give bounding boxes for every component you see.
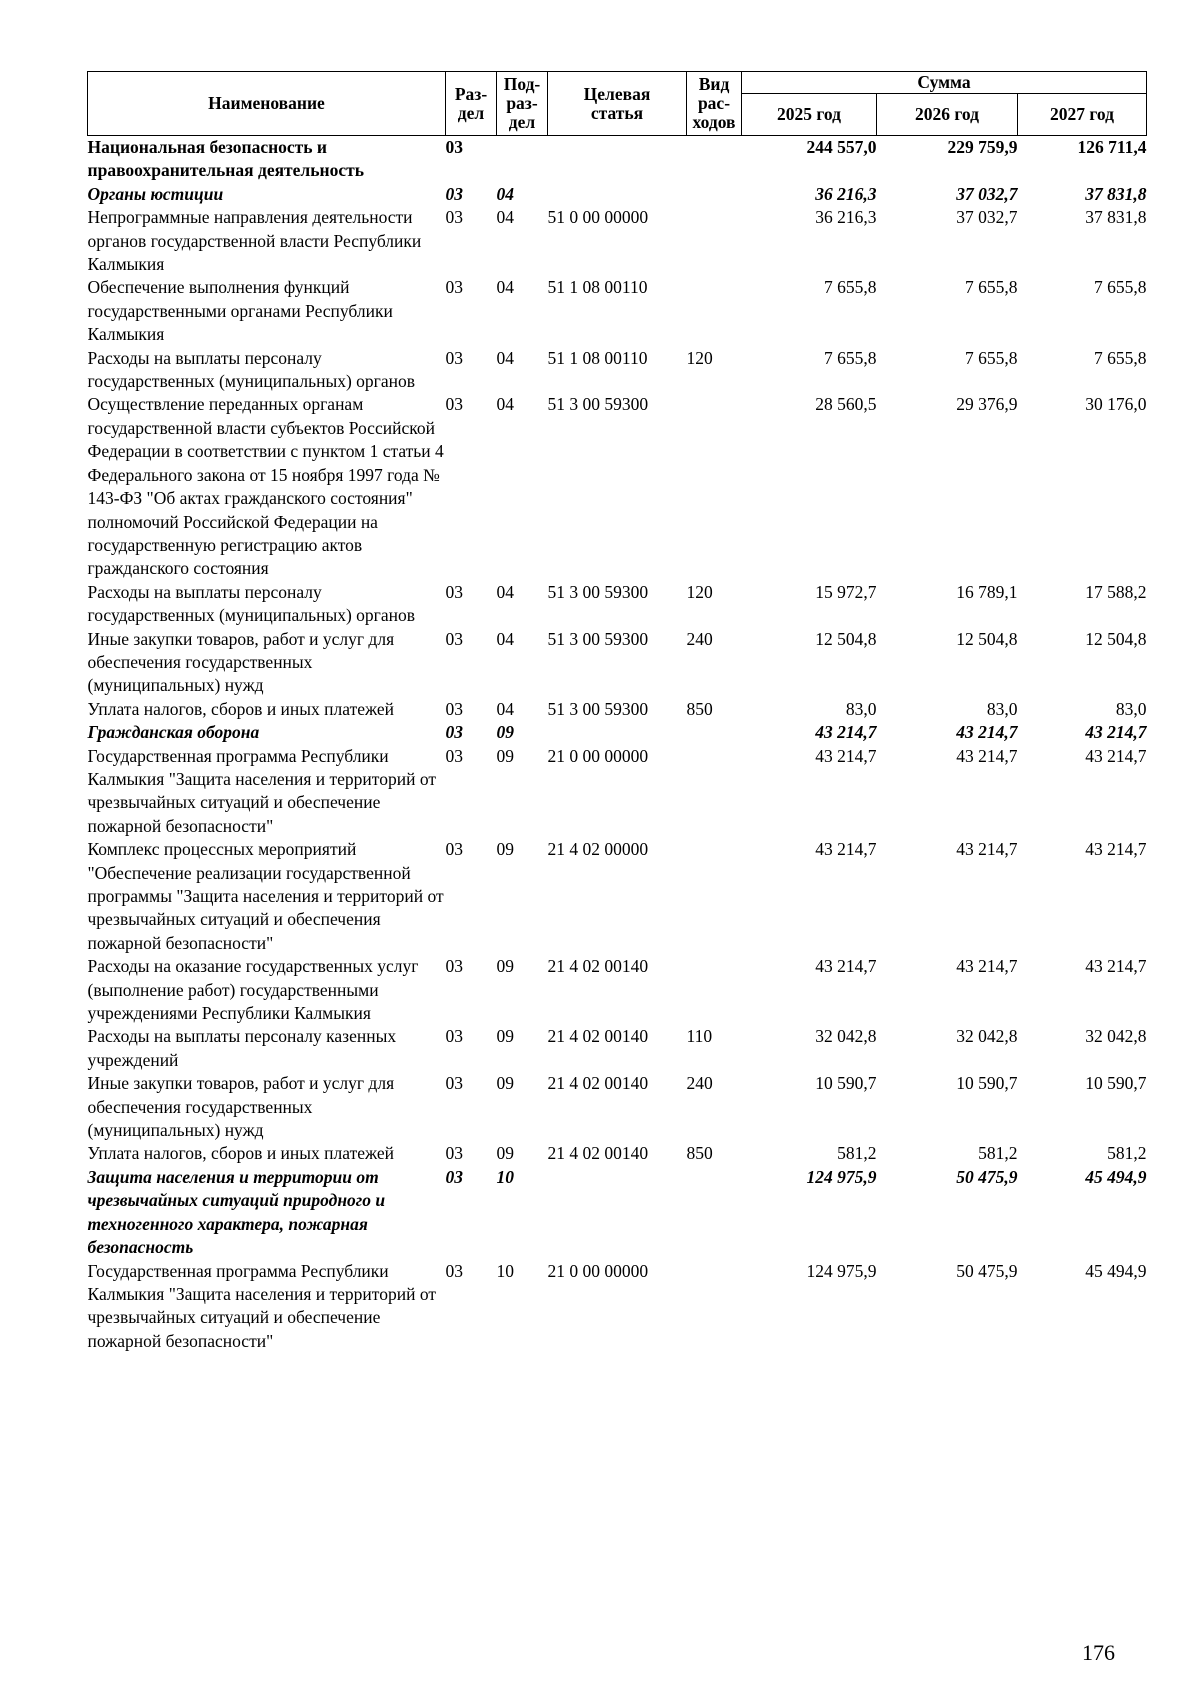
row-sum-2025: 15 972,7 xyxy=(815,581,877,602)
row-sum-2025: 32 042,8 xyxy=(815,1026,877,1047)
row-sum-2027: 7 655,8 xyxy=(1094,277,1147,298)
row-sum-2026: 50 475,9 xyxy=(956,1260,1018,1281)
row-razdel: 03 xyxy=(445,1073,463,1094)
row-sum-2026: 83,0 xyxy=(986,698,1018,719)
row-celevaya-statya: 51 3 00 59300 xyxy=(547,628,649,649)
table-row xyxy=(88,206,1147,276)
table-row xyxy=(88,698,1147,721)
row-name: Расходы на выплаты персоналу государственных (муниципальных) органов xyxy=(87,581,416,626)
row-razdel: 03 xyxy=(445,839,463,860)
row-celevaya-statya: 21 4 02 00000 xyxy=(547,839,649,860)
row-vid-rashodov xyxy=(687,393,742,580)
row-sum-2025: 43 214,7 xyxy=(815,956,877,977)
row-sum-2027: 581,2 xyxy=(1107,1143,1147,1164)
table-header xyxy=(88,72,1147,136)
row-sum-2027: 7 655,8 xyxy=(1094,347,1147,368)
row-razdel: 03 xyxy=(445,581,463,602)
row-sum-2027: 43 214,7 xyxy=(1085,745,1147,766)
table-row xyxy=(88,1260,1147,1354)
header-vid: Вид рас- ходов xyxy=(687,72,742,136)
row-sum-2025: 43 214,7 xyxy=(815,745,877,766)
table-row xyxy=(88,628,1147,698)
row-sum-2025: 10 590,7 xyxy=(815,1073,877,1094)
row-vid-rashodov xyxy=(687,136,742,183)
row-sum-2026: 12 504,8 xyxy=(956,628,1018,649)
row-sum-2025: 12 504,8 xyxy=(815,628,877,649)
table-row xyxy=(88,1025,1147,1072)
row-sum-2025: 124 975,9 xyxy=(806,1260,877,1281)
row-sum-2026: 43 214,7 xyxy=(956,839,1018,860)
row-celevaya-statya xyxy=(548,136,687,183)
row-razdel: 03 xyxy=(445,347,463,368)
row-name: Защита населения и территории от чрезвычайных ситуаций природного и техногенного характера, пожарная безопасность xyxy=(87,1166,386,1258)
header-summa: Сумма xyxy=(742,72,1147,94)
row-sum-2027: 45 494,9 xyxy=(1085,1260,1147,1281)
row-sum-2026: 7 655,8 xyxy=(965,347,1018,368)
table-row xyxy=(88,1072,1147,1142)
row-podrazdel: 09 xyxy=(496,1073,514,1094)
row-celevaya-statya: 21 0 00 00000 xyxy=(547,745,649,766)
row-celevaya-statya: 51 1 08 00110 xyxy=(547,277,648,298)
row-vid-rashodov: 850 xyxy=(686,1143,713,1164)
row-podrazdel: 09 xyxy=(496,839,514,860)
header-2027: 2027 год xyxy=(1018,94,1147,136)
row-sum-2025: 7 655,8 xyxy=(824,277,877,298)
row-celevaya-statya: 51 0 00 00000 xyxy=(547,207,649,228)
row-razdel: 03 xyxy=(445,277,463,298)
row-sum-2027: 43 214,7 xyxy=(1085,722,1147,743)
row-razdel: 03 xyxy=(445,1026,463,1047)
row-sum-2027: 43 214,7 xyxy=(1085,956,1147,977)
row-name: Расходы на оказание государственных услуг (выполнение работ) государственными учреждениями Республики Калмыкия xyxy=(87,956,419,1024)
row-name: Национальная безопасность и правоохранительная деятельность xyxy=(87,137,364,181)
row-sum-2026: 16 789,1 xyxy=(956,581,1018,602)
table-row xyxy=(88,136,1147,183)
budget-table xyxy=(87,71,1147,1353)
row-name: Осуществление переданных органам государственной власти субъектов Российской Федерации в соответствии с пунктом 1 статьи 4 Федерального закона от 15 ноября 1997 года № 143-ФЗ "Об актах гражданского состояния" полномочий Российской Федерации на государственную регистрацию актов гражданского состояния xyxy=(87,394,444,579)
table-row xyxy=(88,347,1147,394)
row-podrazdel: 10 xyxy=(496,1260,514,1281)
row-sum-2026: 43 214,7 xyxy=(956,722,1018,743)
row-celevaya-statya xyxy=(548,1166,687,1260)
table-row xyxy=(88,838,1147,955)
row-sum-2026: 37 032,7 xyxy=(956,183,1018,204)
row-sum-2027: 17 588,2 xyxy=(1085,581,1147,602)
row-podrazdel xyxy=(497,136,548,183)
table-row xyxy=(88,1166,1147,1260)
row-sum-2026: 37 032,7 xyxy=(956,207,1018,228)
row-podrazdel: 04 xyxy=(496,277,514,298)
row-sum-2027: 126 711,4 xyxy=(1077,137,1147,157)
row-name: Расходы на выплаты персоналу казенных учреждений xyxy=(87,1026,397,1070)
row-razdel: 03 xyxy=(445,628,463,649)
table-row xyxy=(88,745,1147,839)
row-sum-2025: 36 216,3 xyxy=(815,183,877,204)
row-sum-2025: 124 975,9 xyxy=(806,1166,877,1187)
row-name: Обеспечение выполнения функций государственными органами Республики Калмыкия xyxy=(87,277,393,345)
row-razdel: 03 xyxy=(445,207,463,228)
row-name: Комплекс процессных мероприятий "Обеспечение реализации государственной программы "Защита населения и территорий от чрезвычайных ситуаций и обеспечения пожарной безопасности" xyxy=(87,839,444,953)
table-row xyxy=(88,955,1147,1025)
page-number: 176 xyxy=(1082,1640,1115,1665)
row-sum-2027: 37 831,8 xyxy=(1085,207,1147,228)
row-vid-rashodov xyxy=(687,838,742,955)
row-sum-2026: 32 042,8 xyxy=(956,1026,1018,1047)
row-razdel: 03 xyxy=(445,183,463,204)
row-podrazdel: 04 xyxy=(496,347,514,368)
row-name: Органы юстиции xyxy=(87,183,224,204)
row-celevaya-statya xyxy=(548,721,687,744)
row-razdel: 03 xyxy=(445,1166,463,1187)
row-vid-rashodov xyxy=(687,276,742,346)
row-vid-rashodov xyxy=(687,183,742,206)
row-razdel: 03 xyxy=(445,394,463,415)
row-celevaya-statya: 21 4 02 00140 xyxy=(547,1026,649,1047)
header-celevaya: Целевая статья xyxy=(548,72,687,136)
row-sum-2027: 10 590,7 xyxy=(1085,1073,1147,1094)
table-row xyxy=(88,276,1147,346)
row-vid-rashodov: 850 xyxy=(686,698,713,719)
row-celevaya-statya: 21 4 02 00140 xyxy=(547,956,649,977)
row-name: Уплата налогов, сборов и иных платежей xyxy=(87,698,394,719)
row-celevaya-statya: 51 3 00 59300 xyxy=(547,581,649,602)
row-celevaya-statya: 21 4 02 00140 xyxy=(547,1073,649,1094)
row-razdel: 03 xyxy=(445,722,463,743)
row-name: Иные закупки товаров, работ и услуг для обеспечения государственных (муниципальных) нужд xyxy=(87,1073,395,1141)
row-sum-2026: 7 655,8 xyxy=(965,277,1018,298)
row-sum-2027: 37 831,8 xyxy=(1085,183,1147,204)
row-sum-2026: 43 214,7 xyxy=(956,956,1018,977)
row-podrazdel: 04 xyxy=(496,581,514,602)
row-sum-2025: 28 560,5 xyxy=(815,394,877,415)
row-sum-2027: 12 504,8 xyxy=(1085,628,1147,649)
row-celevaya-statya: 51 3 00 59300 xyxy=(547,698,649,719)
row-sum-2027: 30 176,0 xyxy=(1085,394,1147,415)
row-sum-2025: 7 655,8 xyxy=(824,347,877,368)
table-row xyxy=(88,393,1147,580)
row-vid-rashodov xyxy=(687,206,742,276)
row-vid-rashodov: 240 xyxy=(686,1073,713,1094)
row-sum-2026: 50 475,9 xyxy=(956,1166,1018,1187)
table-row xyxy=(88,1142,1147,1165)
row-celevaya-statya: 51 1 08 00110 xyxy=(547,347,648,368)
table-body xyxy=(88,136,1147,1354)
header-name: Наименование xyxy=(88,72,446,136)
row-vid-rashodov xyxy=(687,745,742,839)
row-celevaya-statya xyxy=(548,183,687,206)
row-razdel: 03 xyxy=(445,1260,463,1281)
header-razdel: Раз- дел xyxy=(446,72,497,136)
row-razdel: 03 xyxy=(445,137,463,157)
header-2026: 2026 год xyxy=(877,94,1018,136)
row-sum-2026: 43 214,7 xyxy=(956,745,1018,766)
row-vid-rashodov xyxy=(687,955,742,1025)
row-sum-2026: 10 590,7 xyxy=(956,1073,1018,1094)
row-vid-rashodov xyxy=(687,1166,742,1260)
row-vid-rashodov: 120 xyxy=(686,347,713,368)
row-podrazdel: 04 xyxy=(496,698,514,719)
row-podrazdel: 04 xyxy=(496,207,514,228)
row-name: Иные закупки товаров, работ и услуг для обеспечения государственных (муниципальных) нужд xyxy=(87,628,395,696)
row-podrazdel: 09 xyxy=(496,722,514,743)
row-podrazdel: 04 xyxy=(496,628,514,649)
row-sum-2025: 244 557,0 xyxy=(806,137,877,157)
row-podrazdel: 04 xyxy=(496,394,514,415)
row-celevaya-statya: 21 4 02 00140 xyxy=(547,1143,649,1164)
row-celevaya-statya: 51 3 00 59300 xyxy=(547,394,649,415)
row-sum-2026: 29 376,9 xyxy=(956,394,1018,415)
row-sum-2027: 32 042,8 xyxy=(1085,1026,1147,1047)
header-2025: 2025 год xyxy=(742,94,877,136)
row-celevaya-statya: 21 0 00 00000 xyxy=(547,1260,649,1281)
row-name: Расходы на выплаты персоналу государственных (муниципальных) органов xyxy=(87,347,416,392)
row-podrazdel: 09 xyxy=(496,1143,514,1164)
row-vid-rashodov: 110 xyxy=(686,1026,713,1047)
header-podrazdel: Под- раз- дел xyxy=(497,72,548,136)
row-sum-2027: 83,0 xyxy=(1115,698,1147,719)
row-razdel: 03 xyxy=(445,956,463,977)
row-vid-rashodov xyxy=(687,1260,742,1354)
row-sum-2027: 43 214,7 xyxy=(1085,839,1147,860)
row-name: Государственная программа Республики Калмыкия "Защита населения и территорий от чрезвычайных ситуаций и обеспечение пожарной безопасности" xyxy=(87,745,436,836)
table-row xyxy=(88,581,1147,628)
row-sum-2025: 83,0 xyxy=(845,698,877,719)
row-sum-2027: 45 494,9 xyxy=(1085,1166,1147,1187)
row-sum-2026: 581,2 xyxy=(978,1143,1018,1164)
row-sum-2025: 36 216,3 xyxy=(815,207,877,228)
row-name: Государственная программа Республики Калмыкия "Защита населения и территорий от чрезвычайных ситуаций и обеспечение пожарной безопасности" xyxy=(87,1260,436,1351)
row-name: Непрограммные направления деятельности органов государственной власти Республики Калмыкия xyxy=(87,207,422,275)
row-sum-2025: 581,2 xyxy=(837,1143,877,1164)
row-vid-rashodov: 240 xyxy=(686,628,713,649)
row-podrazdel: 04 xyxy=(496,183,514,204)
row-podrazdel: 09 xyxy=(496,745,514,766)
row-razdel: 03 xyxy=(445,745,463,766)
row-sum-2025: 43 214,7 xyxy=(815,839,877,860)
table-row xyxy=(88,183,1147,206)
row-razdel: 03 xyxy=(445,698,463,719)
row-vid-rashodov: 120 xyxy=(686,581,713,602)
row-podrazdel: 10 xyxy=(496,1166,514,1187)
row-name: Уплата налогов, сборов и иных платежей xyxy=(87,1143,394,1164)
row-podrazdel: 09 xyxy=(496,1026,514,1047)
table-row xyxy=(88,721,1147,744)
row-razdel: 03 xyxy=(445,1143,463,1164)
row-name: Гражданская оборона xyxy=(87,722,260,743)
row-sum-2025: 43 214,7 xyxy=(815,722,877,743)
row-podrazdel: 09 xyxy=(496,956,514,977)
row-vid-rashodov xyxy=(687,721,742,744)
row-sum-2026: 229 759,9 xyxy=(947,137,1018,157)
